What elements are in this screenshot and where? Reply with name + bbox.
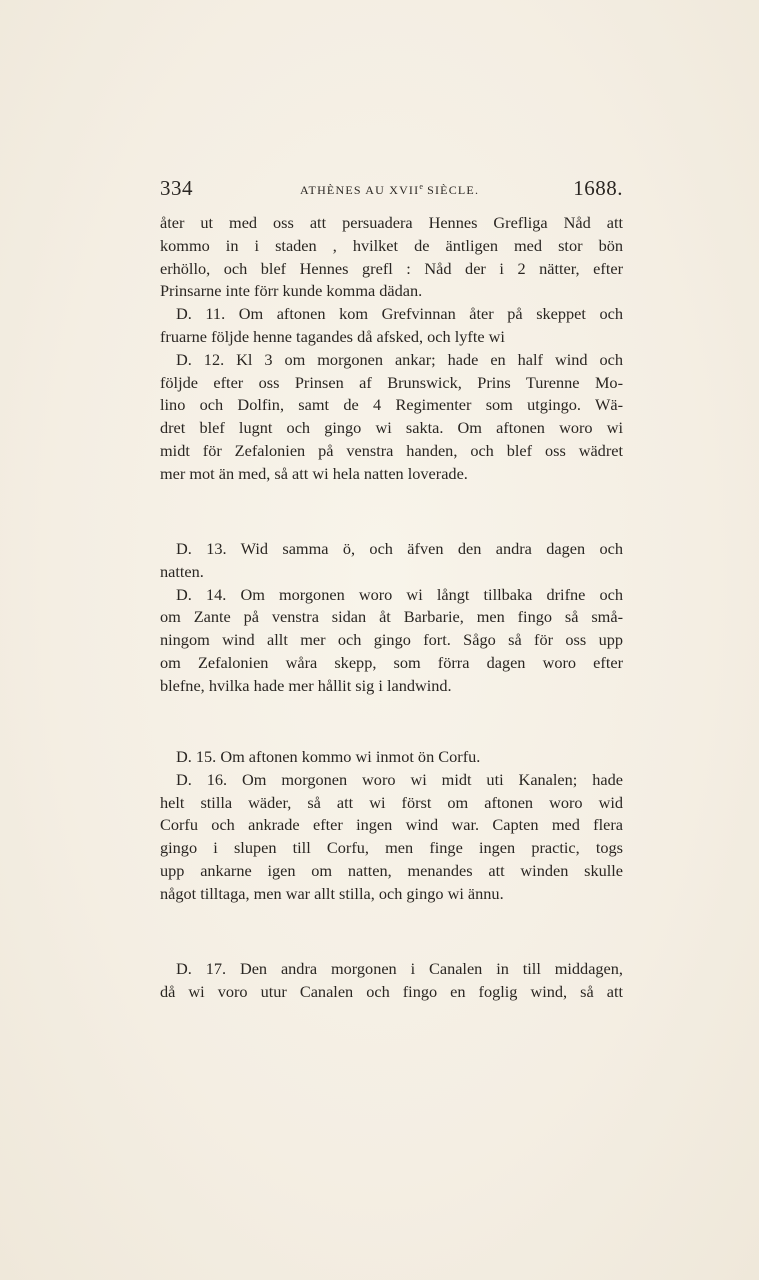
text-line: dret blef lugnt och gingo wi sakta. Om aftonen woro wi [160,418,623,438]
text-line: Corfu och ankrade efter ingen wind war. Capten med flera [160,815,623,835]
text-line: midt för Zefalonien på venstra handen, och blef oss wädret [160,440,623,460]
text-line: Prinsarne inte förr kunde komma dädan. [160,281,423,301]
text-line: helt stilla wäder, så att wi först om aftonen woro wid [160,792,623,812]
text-line: upp ankarne igen om natten, menandes att winden skulle [160,860,623,880]
running-title-end: SIÈCLE. [422,183,480,197]
text-line: något tilltaga, men war allt stilla, och gingo wi ännu. [160,883,504,903]
text-line: D. 14. Om morgonen woro wi långt tillbaka drifne och [176,584,623,604]
text-block-3 [160,746,623,906]
text-line: D. 16. Om morgonen woro wi midt uti Kanalen; hade [176,769,623,789]
text-line: natten. [160,561,204,581]
text-line: om Zante på venstra sidan åt Barbarie, men fingo så små- [160,607,623,627]
text-line: D. 17. Den andra morgonen i Canalen in till middagen, [176,959,623,978]
running-title-main: ATHÈNES AU XVII [300,183,420,197]
text-block-1 [160,212,623,486]
text-line: då wi voro utur Canalen och fingo en foglig wind, så att [160,981,623,1001]
text-line: följde efter oss Prinsen af Brunswick, Prins Turenne Mo- [160,372,623,392]
running-title-superscript: e [419,182,423,191]
text-line: D. 15. Om aftonen kommo wi inmot ön Corfu. [176,747,481,766]
running-header [160,176,623,202]
text-line: om Zefalonien wåra skepp, som förra dagen woro efter [160,652,623,672]
text-line: mer mot än med, så att wi hela natten loverade. [160,463,468,483]
text-line: fruarne följde henne tagandes då afsked, och lyfte wi [160,326,505,346]
text-line: D. 11. Om aftonen kom Grefvinnan åter på skeppet och [176,304,623,324]
text-line: kommo in i staden , hvilket de äntligen med stor bön [160,235,623,255]
text-line: blefne, hvilka hade mer hållit sig i landwind. [160,675,452,695]
text-line: åter ut med oss att persuadera Hennes Grefliga Nåd att [160,213,623,232]
text-block-4 [160,958,623,1004]
text-line: gingo i slupen till Corfu, men finge ingen practic, togs [160,838,623,858]
text-line: lino och Dolfin, samt de 4 Regimenter som utgingo. Wä- [160,395,623,415]
page-number: 334 [160,176,193,200]
text-line: D. 12. Kl 3 om morgonen ankar; hade en half wind och [176,349,623,369]
text-block-2 [160,538,623,698]
text-line: ningom wind allt mer och gingo fort. Sågo så för oss upp [160,630,623,650]
text-line: erhöllo, och blef Hennes grefl : Nåd der i 2 nätter, efter [160,258,623,278]
page-year: 1688. [573,176,623,200]
running-title [300,182,479,198]
text-line: D. 13. Wid samma ö, och äfven den andra dagen och [176,539,623,558]
